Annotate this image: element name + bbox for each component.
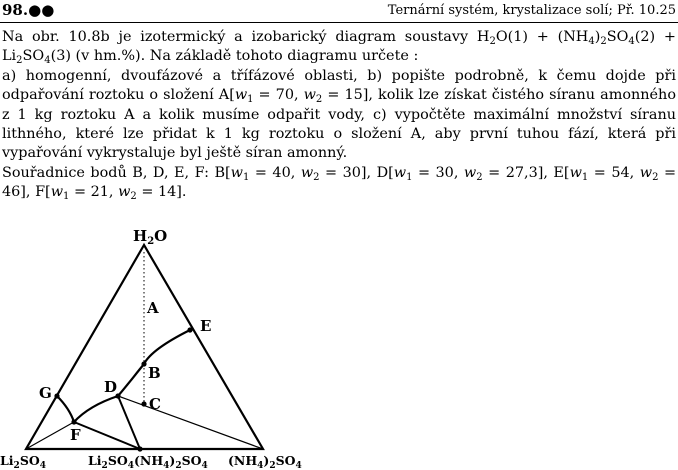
point-F [71, 419, 76, 424]
label-lithium-sulfate: $Li_2SO_4$ [0, 453, 46, 470]
label-E: E [200, 317, 212, 335]
curve-D-F [74, 396, 118, 422]
label-water: $H_2O$ [133, 227, 168, 247]
tasks-paragraph: a) homogenní, dvoufázové a třífázové oblasti, b) popište podrobně, k čemu dojde při odpařování roztoku o složení $A[w_1 = 70$, $w_2 = 15$], kolik lze získat čistého síranu amonného z 1 kg roztoku A a kolik musíme odpařit vody, c) vypočtěte maximální množství síranu lithného, které lze přidat k 1 kg roztoku o složení A, aby první tuhou fází, která při vypařování vykrystaluje byl ještě síran amonný. [2, 67, 676, 162]
label-ammonium-sulfate: $(NH_4)_2SO_4$ [228, 453, 302, 470]
label-G: G [39, 384, 52, 402]
label-C: C [149, 395, 161, 413]
curve-E-B [144, 330, 190, 364]
point-B [141, 361, 146, 366]
intro-paragraph: Na obr. 10.8b je izotermický a izobarický diagram soustavy $H_2O(1) + (NH_4)_2SO_4(2) + Li_2SO_4(3)$ (v hm.%). Na základě tohoto diagramu určete : [2, 29, 676, 67]
difficulty-dots: ●● [28, 1, 55, 19]
label-D: D [104, 378, 118, 396]
label-F: F [70, 426, 81, 444]
label-double-salt: $Li_2SO_4(NH_4)_2SO_4$ [88, 453, 208, 470]
tie-line-D-ammonium [118, 396, 263, 449]
curve-B-D [118, 364, 144, 396]
curve-G-F [57, 396, 74, 422]
point-E [187, 327, 192, 332]
label-A: A [147, 299, 159, 317]
point-G [54, 393, 59, 398]
coordinates-paragraph: Souřadnice bodů B, D, E, F: $B[w_1 = 40$, $w_2 = 30$], $D[w_1 = 30$, $w_2 = 27,3$], $E[w_1 = 54$, $w_2 = 46$], $F[w_1 = 21$, $w_2 = 14$]. [2, 164, 677, 203]
point-C [141, 401, 146, 406]
label-B: B [148, 364, 161, 382]
triangle-outline [26, 245, 263, 449]
point-double-salt [137, 446, 142, 451]
problem-number: 98.●● [2, 1, 55, 19]
header-title: Ternární systém, krystalizace solí; Př. 10.25 [387, 3, 676, 18]
